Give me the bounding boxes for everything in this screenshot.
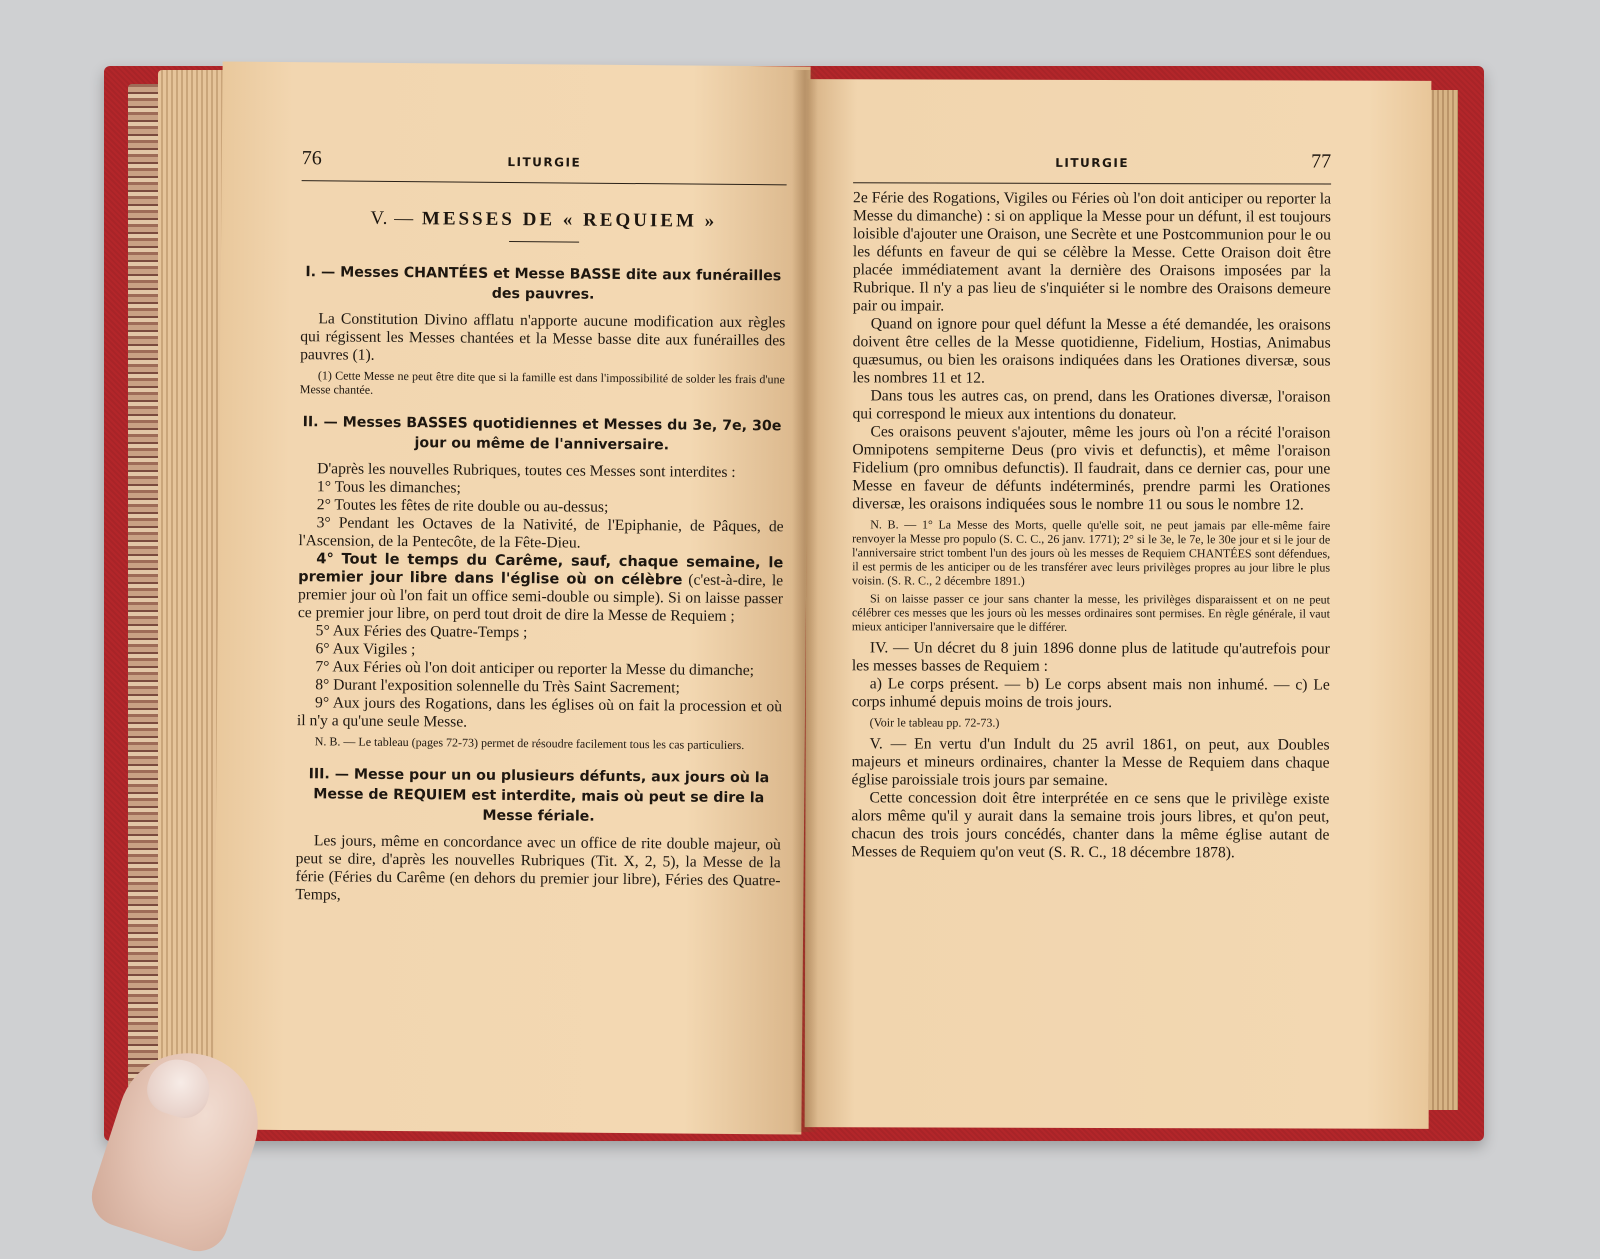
- list-item: 1° Tous les dimanches;: [316, 478, 461, 497]
- left-page-text: [295, 147, 787, 908]
- running-head-right: LITURGIE: [1055, 155, 1130, 171]
- paragraph-4: Ces oraisons peuvent s'ajouter, même les jours où l'on a récité l'oraison Omnipotens sempiterne Deus (pro vivis et defunctis), et même l'oraison Fidelium (pro omnibus defunctis). Il faudrait, dans ce dernier cas, pour une Messe en faveur de défunts indéterminés, prendre parmi les Orationes diversæ, les oraisons indiquées sous le nombre 11 ou sous le nombre 12.: [852, 423, 1331, 514]
- list-item-4-bold: 4° Tout le temps du Carême, sauf, chaque semaine, le premier jour libre dans l'église où on célèbre: [298, 550, 784, 589]
- page-number-left: 76: [301, 147, 322, 170]
- list-item: 5° Aux Féries des Quatre-Temps ;: [315, 622, 528, 642]
- list-item: 7° Aux Féries où l'on doit anticiper ou reporter la Messe du dimanche;: [315, 658, 755, 680]
- list-item: 3° Pendant les Octaves de la Nativité, de l'Epiphanie, de Pâques, de l'Ascension, de la Pentecôte, de la Fête-Dieu.: [298, 514, 784, 552]
- subheading-2: II. — Messes BASSES quotidiennes et Messes du 3e, 7e, 30e jour ou même de l'anniversaire.: [302, 414, 782, 454]
- title-rule: [509, 241, 579, 243]
- footnote-1: (1) Cette Messe ne peut être dite que si la famille est dans l'impossibilité de solder les frais d'une Messe chantée.: [299, 368, 785, 397]
- paragraph-5: IV. — Un décret du 8 juin 1896 donne plus de latitude qu'autrefois pour les messes basses de Requiem :: [851, 639, 1330, 675]
- right-page-text: [851, 149, 1331, 862]
- paragraph-3: Les jours, même en concordance avec un office de rite double majeur, où peut se dire, d'après les nouvelles Rubriques (Tit. X, 2, 5), la Messe de la férie (Féries du Carême (en dehors du premier jour libre), Féries des Quatre-Temps,: [295, 832, 781, 904]
- nota-bene-2: Si on laisse passer ce jour sans chanter la messe, les privilèges disparaissent et on ne peut célébrer ces messes que les jours où les messes ordinaires sont permises. En règle générale, il vaut mieux anticiper l'anniversaire que le différer.: [851, 591, 1331, 634]
- list-item-4: [298, 550, 784, 626]
- book-gutter: [792, 70, 818, 1132]
- paragraph-7: V. — En vertu d'un Indult du 25 avril 1861, on peut, aux Doubles majeurs et mineurs ordinaires, chanter la Messe de Requiem dans chaque église paroissiale trois jours par semaine.: [851, 735, 1330, 789]
- paragraph-8: Cette concession doit être interprétée en ce sens que le privilège existe alors même qu'il y aurait dans la semaine trois jours libres, et qu'on peut, chacun des trois jours concédés, chanter dans la même église autant de Messes de Requiem qu'on veut (S. R. C., 18 décembre 1878).: [851, 789, 1330, 862]
- paragraph-3: Dans tous les autres cas, on prend, dans les Orationes diversæ, l'oraison qui correspond le mieux aux intentions du donateur.: [852, 387, 1331, 424]
- subheading-3: III. — Messe pour un ou plusieurs défunts, aux jours où la Messe de REQUIEM est interdite, mais où peut se dire la Messe fériale.: [308, 766, 770, 825]
- paragraph-6: a) Le corps présent. — b) Le corps absent mais non inhumé. — c) Le corps inhumé depuis moins de trois jours.: [851, 675, 1330, 711]
- table-reference: (Voir le tableau pp. 72-73.): [869, 715, 1000, 730]
- right-page: [805, 79, 1432, 1129]
- section-title: [301, 207, 786, 233]
- marbled-endpaper: [128, 84, 162, 1114]
- list-item: 6° Aux Vigiles ;: [315, 640, 416, 659]
- nota-bene-left: N. B. — Le tableau (pages 72-73) permet de résoudre facilement tous les cas particuliers.: [314, 734, 745, 753]
- right-page-header: [853, 149, 1331, 184]
- list-item: 2° Toutes les fêtes de rite double ou au-dessus;: [316, 496, 609, 516]
- paragraph-1: La Constitution Divino afflatu n'apporte aucune modification aux règles qui régissent les Messes chantées et la Messe basse dite aux funérailles des pauvres (1).: [300, 310, 786, 364]
- list-item: 8° Durant l'exposition solennelle du Très Saint Sacrement;: [315, 676, 680, 697]
- running-head-left: LITURGIE: [507, 154, 582, 170]
- nota-bene-1: N. B. — 1° La Messe des Morts, quelle qu'elle soit, ne peut jamais par elle-même faire renvoyer la Messe pro populo (S. C. C., 26 janv. 1771); 2° si le 3e, le 7e, le 30e jour et si le jour de l'anniversaire strict tombent l'un des jours où les messes de Requiem CHANTÉES sont défendues, il est permis de les anticiper ou de les transférer avec leurs privilèges propres au jour libre le plus voisin. (S. R. C., 2 décembre 1891.): [852, 517, 1331, 588]
- subheading-1: I. — Messes CHANTÉES et Messe BASSE dite aux funérailles des pauvres.: [305, 264, 782, 303]
- section-title-prefix: V. —: [370, 207, 415, 230]
- paragraph-2: Quand on ignore pour quel défunt la Messe a été demandée, les oraisons doivent être celles de la Messe quotidienne, Fidelium, Hostias, Animabus quæsumus, ou bien les oraisons indiquées dans les Orationes diversæ, sous les nombres 11 et 12.: [852, 315, 1331, 387]
- paragraph-2: D'après les nouvelles Rubriques, toutes ces Messes sont interdites :: [317, 460, 736, 481]
- section-title-text: MESSES DE « REQUIEM »: [421, 208, 718, 232]
- page-number-right: 77: [1311, 150, 1332, 173]
- list-item-4-rest: (c'est-à-dire, le premier jour où l'on fait un office semi-double ou simple). Si on laisse passer ce premier jour libre, on perd tout droit de dire la Messe de Requiem ;: [297, 571, 784, 625]
- list-item: 9° Aux jours des Rogations, dans les églises où on fait la procession et où il n'y a qu'une seule Messe.: [296, 694, 783, 731]
- left-page-header: [302, 147, 787, 185]
- left-page: [213, 61, 810, 1134]
- paragraph-1: 2e Férie des Rogations, Vigiles ou Féries où l'on doit anticiper ou reporter la Messe du dimanche) : si on applique la Messe pour un défunt, il est toujours loisible d'ajouter une Oraison, une Secrète et une Postcommunion pour le ou les défunts en faveur de qui se célèbre la Messe. Cette Oraison doit être placée immédiatement avant la dernière des Oraisons imposées par la Rubrique. Il n'y a pas lieu de s'inquiéter si le nombre des Oraisons demeure pair ou impair.: [852, 189, 1332, 315]
